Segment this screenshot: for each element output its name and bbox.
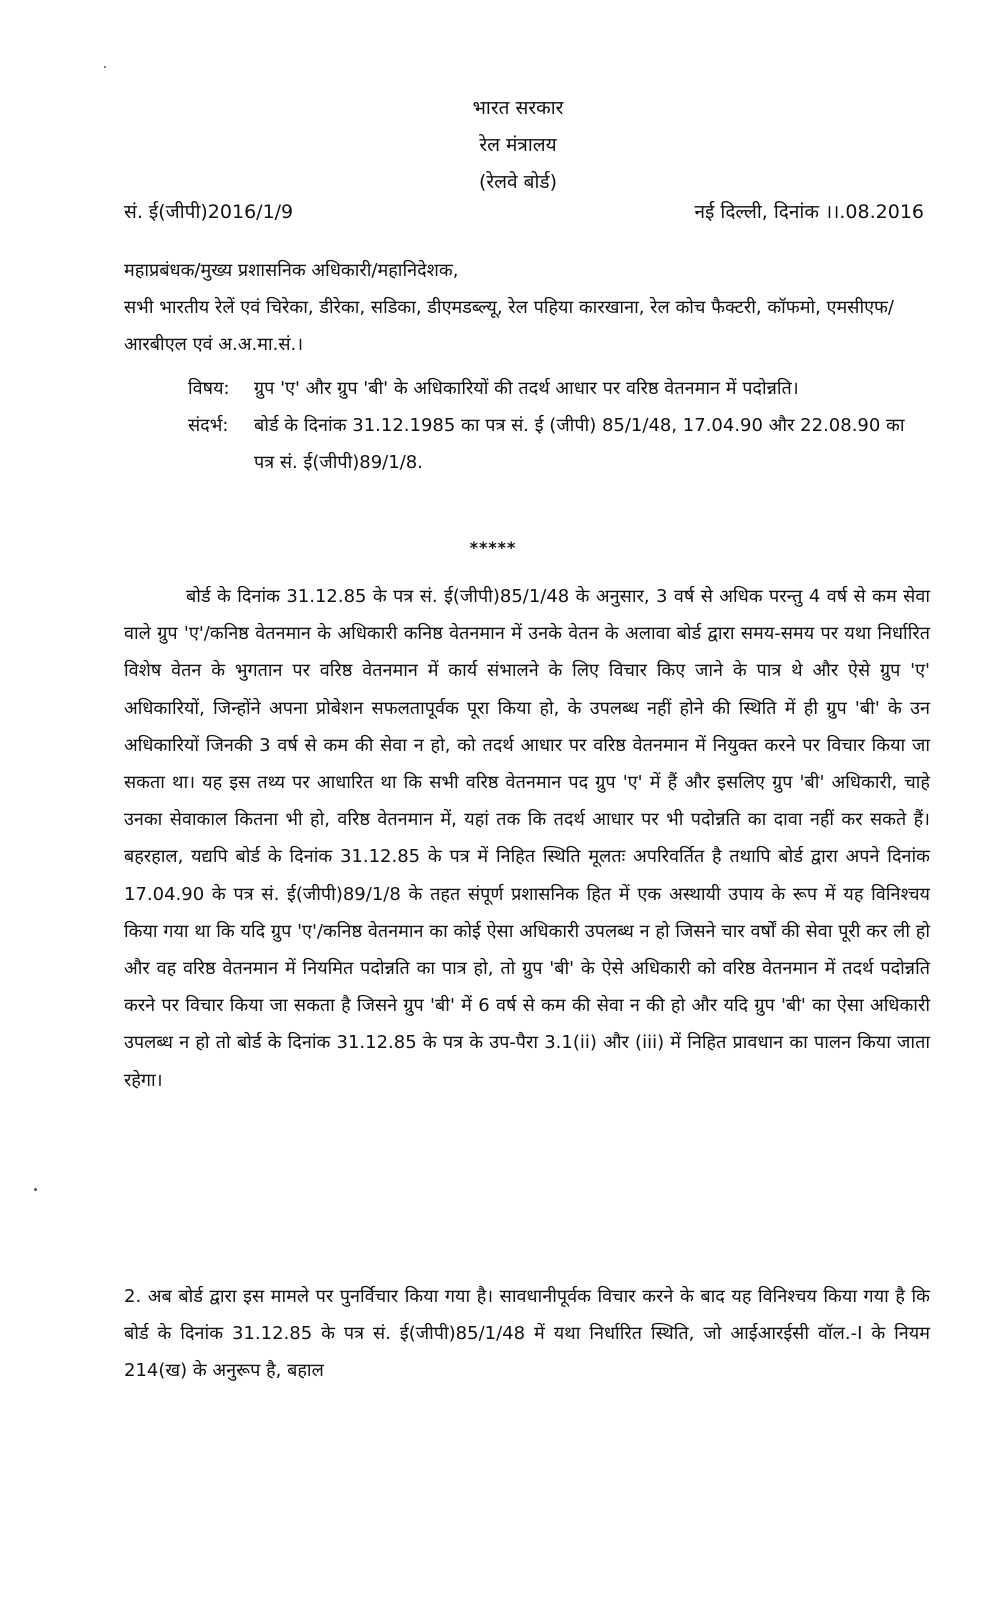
scan-speck xyxy=(34,1188,37,1191)
letterhead xyxy=(0,90,986,201)
reference-row xyxy=(188,407,928,481)
separator: ***** xyxy=(469,538,517,557)
reference-text: बोर्ड के दिनांक 31.12.1985 का पत्र सं. ई (जीपी) 85/1/48, 17.04.90 और 22.08.90 का पत्र सं. ई(जीपी)89/1/8. xyxy=(254,415,905,473)
subject-label: विषय: xyxy=(188,378,230,399)
addressee-block xyxy=(124,252,929,363)
subject-block xyxy=(188,370,928,481)
addressee-list: सभी भारतीय रेलें एवं चिरेका, डीरेका, सडिका, डीएमडब्ल्यू, रेल पहिया कारखाना, रेल कोच फैक्टरी, कॉफमो, एमसीएफ/आरबीएल एवं अ.अ.मा.सं.। xyxy=(124,297,895,355)
subject-row xyxy=(188,370,928,407)
subject-text: ग्रुप 'ए' और ग्रुप 'बी' के अधिकारियों की तदर्थ आधार पर वरिष्ठ वेतनमान में पदोन्नति। xyxy=(254,378,799,399)
body-paragraph-2: 2. अब बोर्ड द्वारा इस मामले पर पुनर्विचार किया गया है। सावधानीपूर्वक विचार करने के बाद यह विनिश्चय किया गया है कि बोर्ड के दिनांक 31.12.85 के पत्र सं. ई(जीपी)85/1/48 में यथा निर्धारित स्थिति, जो आईआरईसी वॉल.-I के नियम 214(ख) के अनुरूप है, बहाल xyxy=(124,1286,930,1382)
board-line: (रेलवे बोर्ड) xyxy=(478,171,558,193)
reference-label: संदर्भ: xyxy=(188,415,229,436)
reference-line xyxy=(124,198,924,224)
govt-line: भारत सरकार xyxy=(472,97,564,119)
place-date: नई दिल्ली, दिनांक ।।.08.2016 xyxy=(694,201,924,223)
addressee-title: महाप्रबंधक/मुख्य प्रशासनिक अधिकारी/महानिदेशक, xyxy=(124,260,459,281)
scan-speck xyxy=(104,66,106,68)
letter-number: सं. ई(जीपी)2016/1/9 xyxy=(124,201,294,223)
body-paragraph-1: बोर्ड के दिनांक 31.12.85 के पत्र सं. ई(जीपी)85/1/48 के अनुसार, 3 वर्ष से अधिक परन्तु 4 वर्ष से कम सेवा वाले ग्रुप 'ए'/कनिष्ठ वेतनमान के अधिकारी कनिष्ठ वेतनमान में उनके वेतन के अलावा बोर्ड द्वारा समय-समय पर यथा निर्धारित विशेष वेतन के भुगतान पर वरिष्ठ वेतनमान में कार्य संभालने के लिए विचार किए जाने के पात्र थे और ऐसे ग्रुप 'ए' अधिकारियों, जिन्होंने अपना प्रोबेशन सफलतापूर्वक पूरा किया हो, के उपलब्ध नहीं होने की स्थिति में ही ग्रुप 'बी' के उन अधिकारियों जिनकी 3 वर्ष से कम की सेवा न हो, को तदर्थ आधार पर वरिष्ठ वेतनमान में नियुक्त करने पर विचार किया जा सकता था। यह इस तथ्य पर आधारित था कि सभी वरिष्ठ वेतनमान पद ग्रुप 'ए' में हैं और इसलिए ग्रुप 'बी' अधिकारी, चाहे उनका सेवाकाल कितना भी हो, वरिष्ठ वेतनमान में, यहां तक कि तदर्थ आधार पर भी पदोन्नति का दावा नहीं कर सकते हैं। बहरहाल, यद्यपि बोर्ड के दिनांक 31.12.85 के पत्र में निहित स्थिति मूलतः अपरिवर्तित है तथापि बोर्ड द्वारा अपने दिनांक 17.04.90 के पत्र सं. ई(जीपी)89/1/8 के तहत संपूर्ण प्रशासनिक हित में एक अस्थायी उपाय के रूप में यह विनिश्चय किया गया था कि यदि ग्रुप 'ए'/कनिष्ठ वेतनमान का कोई ऐसा अधिकारी उपलब्ध न हो जिसने चार वर्षों की सेवा पूरी कर ली हो और वह वरिष्ठ वेतनमान में नियमित पदोन्नति का पात्र हो, तो ग्रुप 'बी' के ऐसे अधिकारी को वरिष्ठ वेतनमान में तदर्थ पदोन्नति करने पर विचार किया जा सकता है जिसने ग्रुप 'बी' में 6 वर्ष से कम की सेवा न की हो और यदि ग्रुप 'बी' का ऐसा अधिकारी उपलब्ध न हो तो बोर्ड के दिनांक 31.12.85 के पत्र के उप-पैरा 3.1(ii) और (iii) में निहित प्रावधान का पालन किया जाता रहेगा। xyxy=(124,586,930,1091)
ministry-line: रेल मंत्रालय xyxy=(479,134,557,156)
